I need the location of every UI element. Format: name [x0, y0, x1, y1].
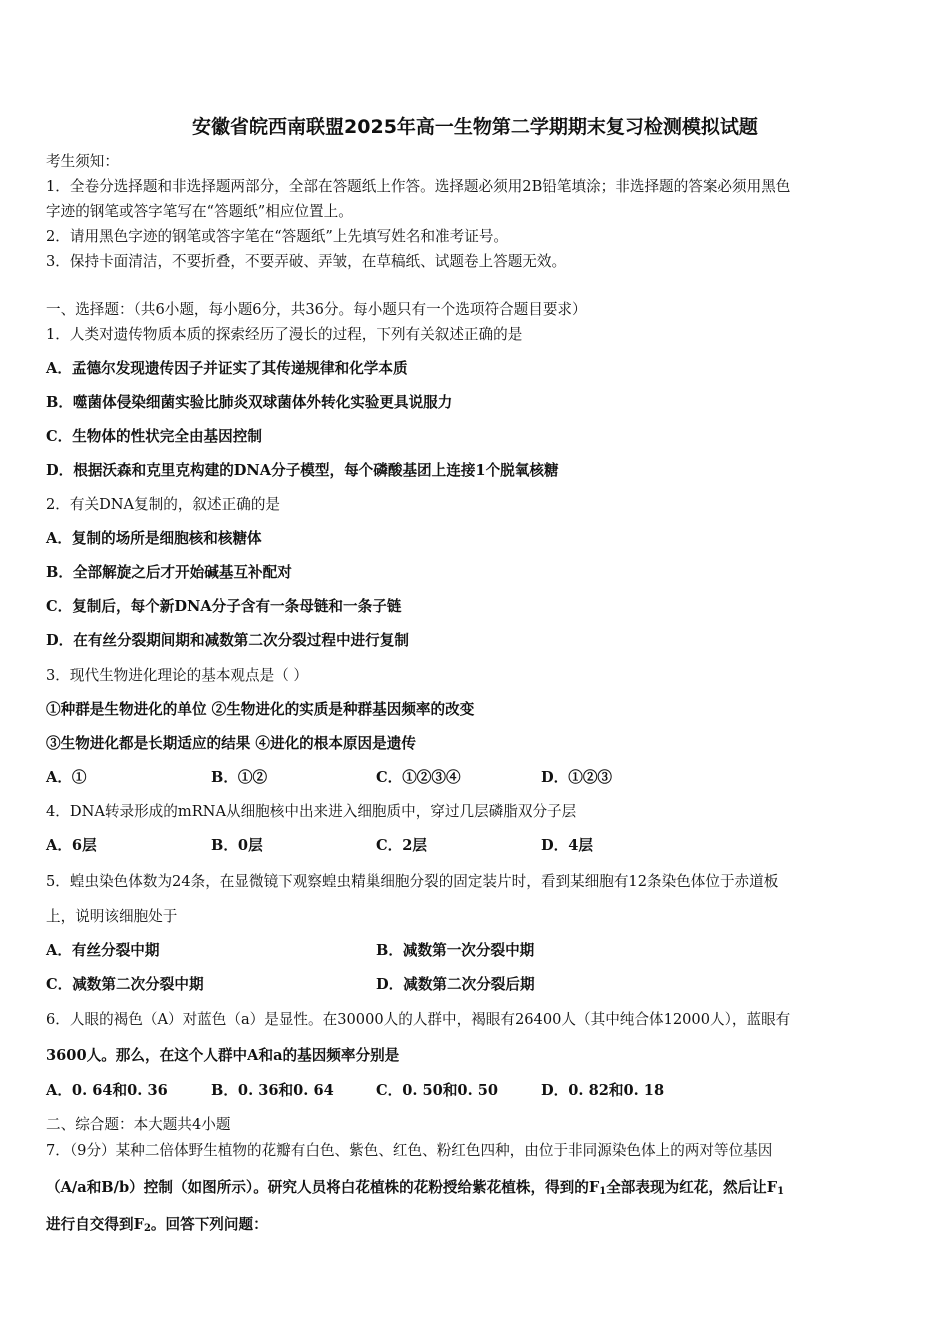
- q5-option-b: B．减数第一次分裂中期: [376, 942, 535, 959]
- q4-option-d: D．4层: [541, 837, 593, 854]
- section-1-heading: 一、选择题：（共6小题，每小题6分，共36分。每小题只有一个选项符合题目要求）: [46, 301, 587, 318]
- q5-stem-1: 5．蝗虫染色体数为24条，在显微镜下观察蝗虫精巢细胞分裂的固定装片时，看到某细胞有12条染色体位于赤道板: [46, 873, 779, 890]
- section-2-heading: 二、综合题：本大题共4小题: [46, 1116, 231, 1133]
- q5-stem-2: 上，说明该细胞处于: [46, 908, 178, 925]
- notice-item-2: 2．请用黑色字迹的钢笔或答字笔在“答题纸”上先填写姓名和准考证号。: [46, 228, 509, 245]
- q7-line-3: [46, 1215, 268, 1239]
- q5-option-d: D．减数第二次分裂后期: [376, 976, 535, 993]
- q3-option-b: B．①②: [211, 769, 268, 786]
- q1-stem: 1．人类对遗传物质本质的探索经历了漫长的过程，下列有关叙述正确的是: [46, 326, 523, 343]
- q6-option-a: A．0. 64和0. 36: [46, 1082, 168, 1099]
- q7-f1-subscript: 1: [599, 1186, 607, 1197]
- notice-item-3: 3．保持卡面清洁，不要折叠，不要弄破、弄皱，在草稿纸、试题卷上答题无效。: [46, 253, 567, 270]
- q2-option-a: A．复制的场所是细胞核和核糖体: [46, 530, 262, 547]
- q6-option-b: B．0. 36和0. 64: [211, 1082, 334, 1099]
- q4-stem: 4．DNA转录形成的mRNA从细胞核中出来进入细胞质中，穿过几层磷脂双分子层: [46, 803, 577, 820]
- q1-option-b: B．噬菌体侵染细菌实验比肺炎双球菌体外转化实验更具说服力: [46, 394, 453, 411]
- q3-statements-2: ③生物进化都是长期适应的结果 ④进化的根本原因是遗传: [46, 735, 416, 752]
- q7-line-3-text-a: 进行自交得到F: [46, 1216, 144, 1233]
- q3-option-d: D．①②③: [541, 769, 613, 786]
- q5-option-c: C．减数第二次分裂中期: [46, 976, 204, 993]
- q1-option-d: D．根据沃森和克里克构建的DNA分子模型，每个磷酸基团上连接1个脱氧核糖: [46, 462, 559, 479]
- notice-item-1-cont: 字迹的钢笔或答字笔写在“答题纸”相应位置上。: [46, 203, 353, 220]
- q7-line-2-text-a: （A/a和B/b）控制（如图所示）。研究人员将白花植株的花粉授给紫花植株，得到的F: [46, 1179, 600, 1196]
- q7-line-1: 7．（9分）某种二倍体野生植物的花瓣有白色、紫色、红色、粉红色四种，由位于非同源染色体上的两对等位基因: [46, 1142, 773, 1159]
- q4-option-a: A．6层: [46, 837, 97, 854]
- notice-item-1: 1．全卷分选择题和非选择题两部分，全部在答题纸上作答。选择题必须用2B铅笔填涂；非选择题的答案必须用黑色: [46, 178, 791, 195]
- q6-stem-1: 6．人眼的褐色（A）对蓝色（a）是显性。在30000人的人群中，褐眼有26400人（其中纯合体12000人），蓝眼有: [46, 1011, 791, 1028]
- page-title: 安徽省皖西南联盟2025年高一生物第二学期期末复习检测模拟试题: [192, 116, 758, 138]
- q7-f2-subscript: 2: [143, 1223, 151, 1234]
- q6-option-d: D．0. 82和0. 18: [541, 1082, 665, 1099]
- q3-option-a: A．①: [46, 769, 87, 786]
- q3-statements-1: ①种群是生物进化的单位 ②生物进化的实质是种群基因频率的改变: [46, 701, 475, 718]
- q1-option-a: A．孟德尔发现遗传因子并证实了其传递规律和化学本质: [46, 360, 408, 377]
- q4-option-c: C．2层: [376, 837, 427, 854]
- q2-option-d: D．在有丝分裂期间期和减数第二次分裂过程中进行复制: [46, 632, 409, 649]
- q7-line-3-text-b: 。回答下列问题：: [150, 1216, 268, 1233]
- q7-line-2-text-b: 全部表现为红花，然后让F: [606, 1179, 778, 1196]
- q2-option-b: B．全部解旋之后才开始碱基互补配对: [46, 564, 292, 581]
- q2-stem: 2．有关DNA复制的，叙述正确的是: [46, 496, 281, 513]
- q3-stem: 3．现代生物进化理论的基本观点是（ ）: [46, 667, 309, 684]
- q3-option-c: C．①②③④: [376, 769, 461, 786]
- q2-option-c: C．复制后，每个新DNA分子含有一条母链和一条子链: [46, 598, 402, 615]
- q7-f1-subscript-2: 1: [777, 1186, 785, 1197]
- q6-option-c: C．0. 50和0. 50: [376, 1082, 499, 1099]
- q4-option-b: B．0层: [211, 837, 263, 854]
- notice-heading: 考生须知：: [46, 153, 119, 170]
- q6-stem-2: 3600人。那么，在这个人群中A和a的基因频率分别是: [46, 1047, 400, 1064]
- q7-line-2: [46, 1178, 784, 1202]
- q1-option-c: C．生物体的性状完全由基因控制: [46, 428, 262, 445]
- q5-option-a: A．有丝分裂中期: [46, 942, 160, 959]
